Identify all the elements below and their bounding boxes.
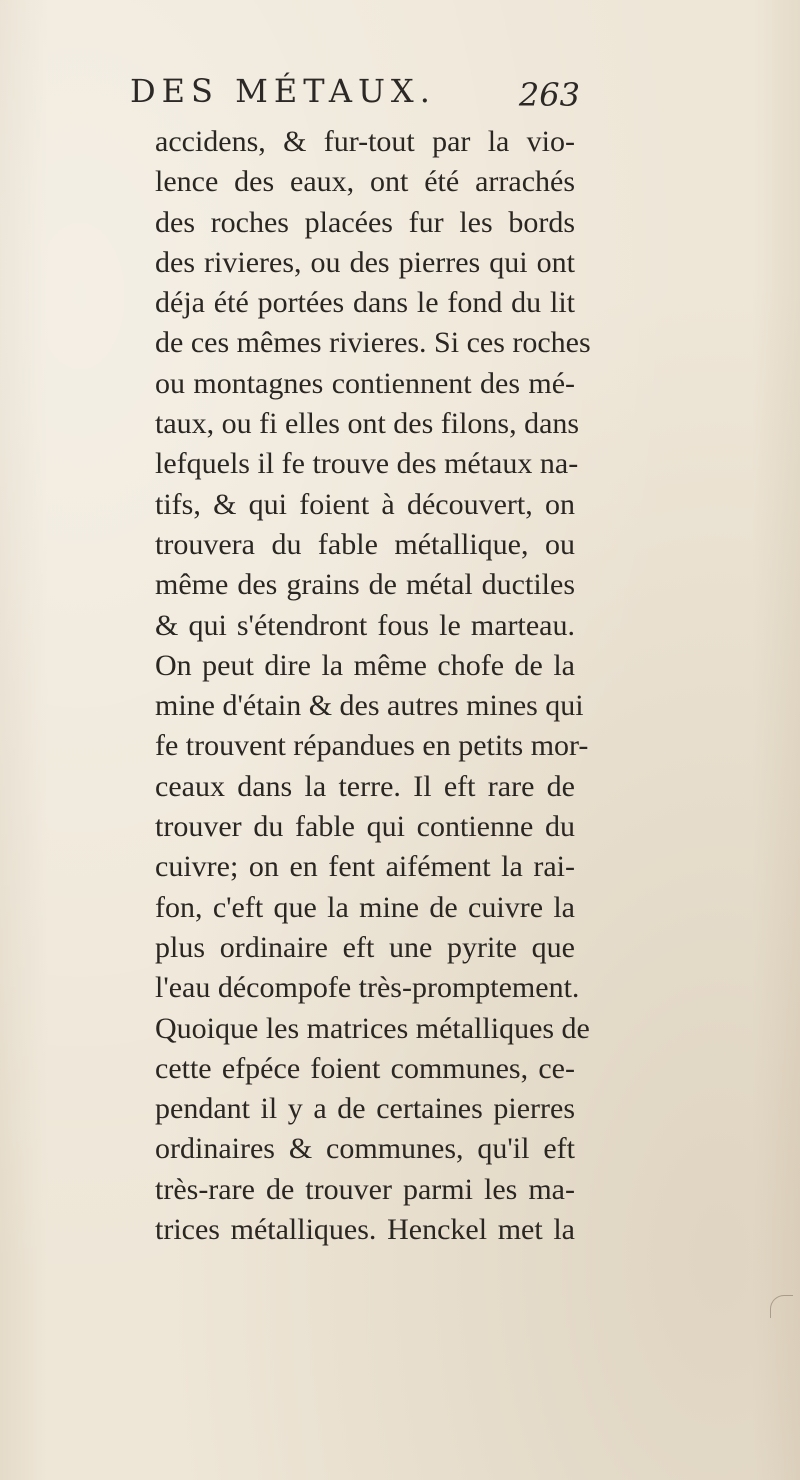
text-line: Quoique les matrices métalliques de: [155, 1011, 590, 1045]
text-line: ou montagnes contiennent des mé-: [155, 366, 575, 400]
text-line: déja été portées dans le fond du lit: [155, 286, 575, 320]
text-line: lefquels il fe trouve des métaux na-: [155, 447, 579, 481]
text-line: même des grains de métal ductiles: [155, 568, 575, 602]
text-line: ordinaires & communes, qu'il eft: [155, 1132, 575, 1166]
text-line: accidens, & fur-tout par la vio-: [155, 125, 575, 158]
text-line: des roches placées fur les bords: [155, 205, 575, 239]
text-line: ceaux dans la terre. Il eft rare de: [155, 769, 575, 803]
text-line: fe trouvent répandues en petits mor-: [155, 729, 589, 763]
text-line: de ces mêmes rivieres. Si ces roches: [155, 326, 591, 360]
text-line: trices métalliques. Henckel met la: [155, 1213, 575, 1247]
text-line: lence des eaux, ont été arrachés: [155, 165, 575, 199]
page-number: 263: [518, 76, 580, 114]
page-header: [130, 72, 580, 122]
text-line: plus ordinaire eft une pyrite que: [155, 930, 575, 964]
text-line: fon, c'eft que la mine de cuivre la: [155, 890, 575, 924]
text-body: [155, 122, 591, 1250]
text-line: trouver du fable qui contienne du: [155, 810, 575, 844]
text-line: très-rare de trouver parmi les ma-: [155, 1172, 575, 1206]
text-line: taux, ou fi elles ont des filons, dans: [155, 407, 580, 441]
text-line: des rivieres, ou des pierres qui ont: [155, 245, 575, 279]
text-line: On peut dire la même chofe de la: [155, 648, 575, 682]
text-line: l'eau décompofe très-promptement.: [155, 971, 580, 1005]
text-line: mine d'étain & des autres mines qui: [155, 689, 584, 723]
text-line: & qui s'étendront fous le marteau.: [155, 608, 575, 642]
text-line: cuivre; on en fent aifément la rai-: [155, 850, 575, 884]
paper-crease: [770, 1295, 793, 1318]
text-line: tifs, & qui foient à découvert, on: [155, 487, 575, 521]
text-line: pendant il y a de certaines pierres: [155, 1092, 575, 1126]
text-line: trouvera du fable métallique, ou: [155, 527, 575, 561]
running-head: DES MÉTAUX.: [130, 72, 436, 110]
text-line: cette efpéce foient communes, ce-: [155, 1051, 575, 1085]
